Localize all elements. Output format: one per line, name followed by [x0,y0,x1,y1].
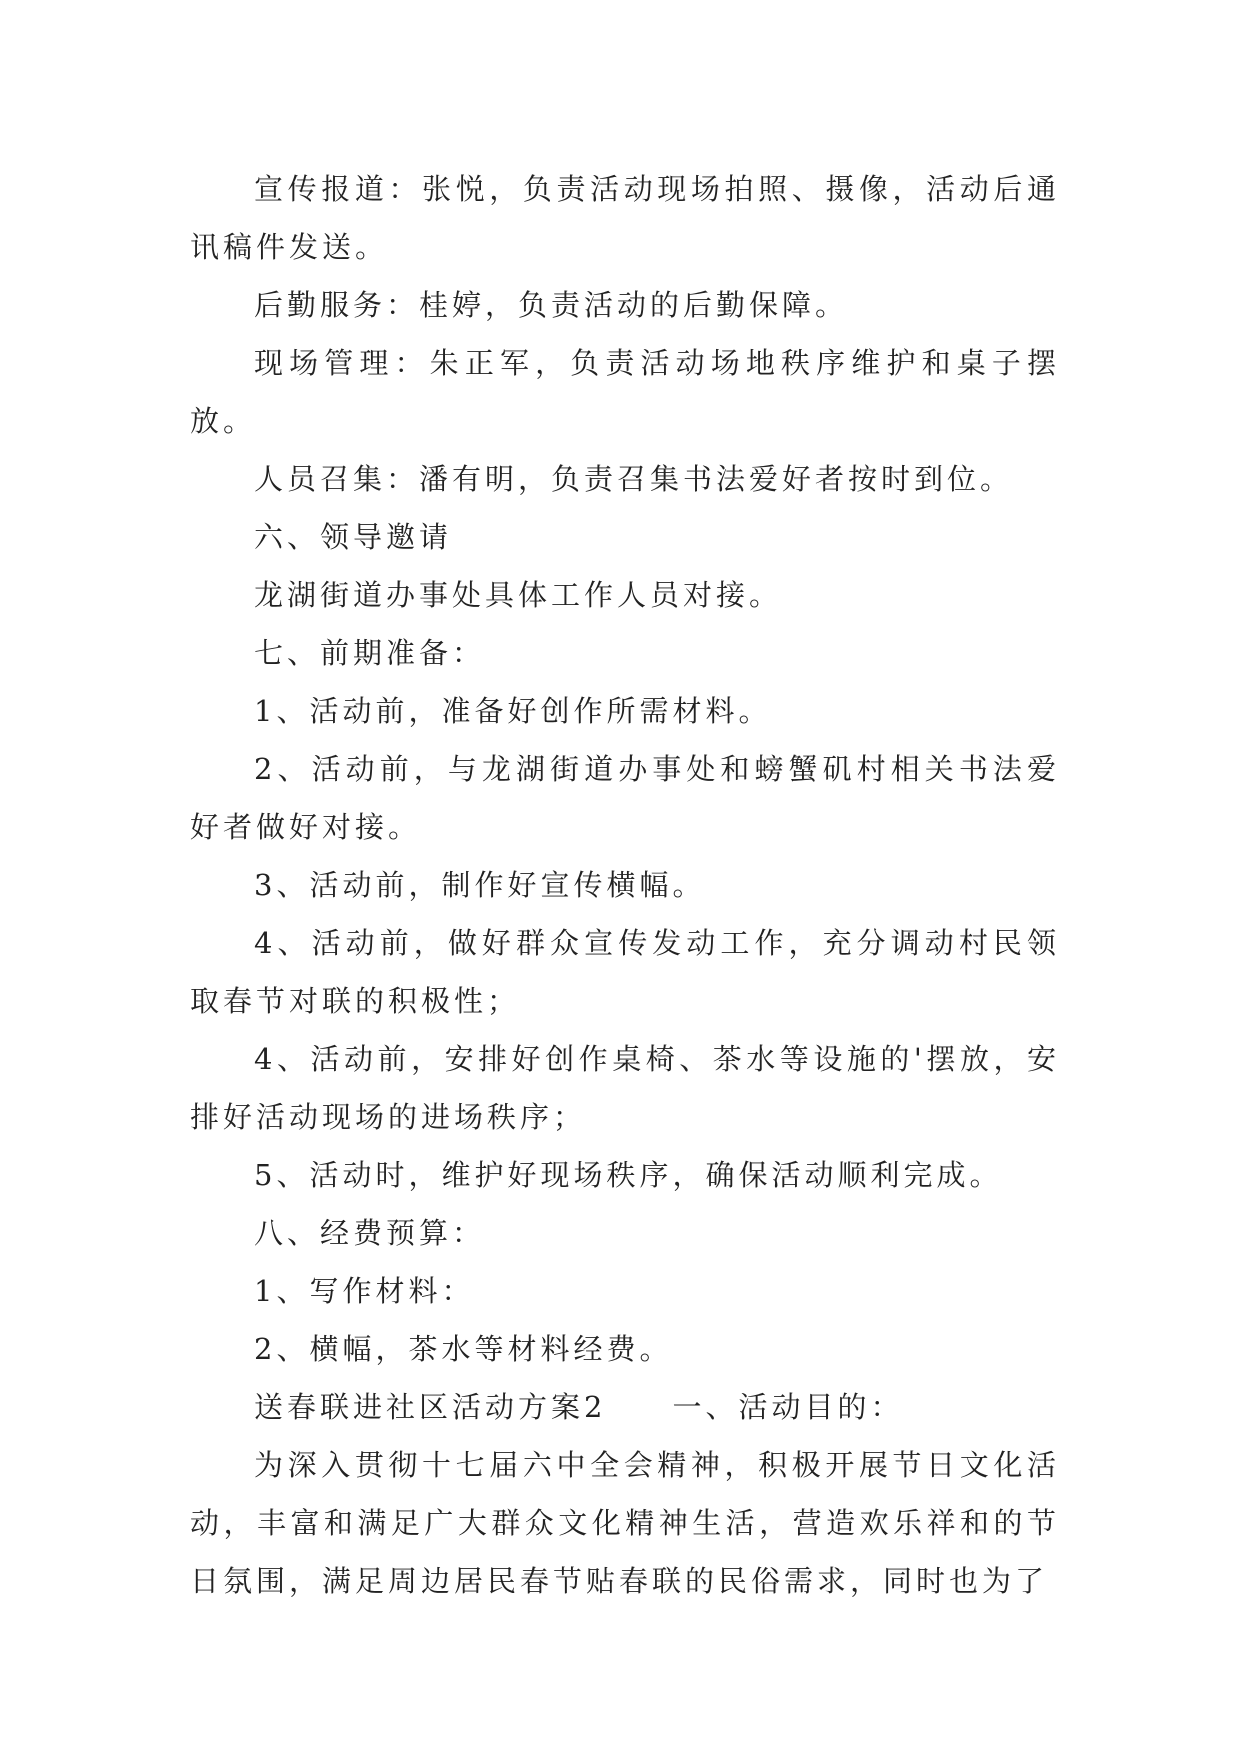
paragraph-liaison: 龙湖街道办事处具体工作人员对接。 [254,578,783,612]
section-heading-plan-2: 送春联进社区活动方案2 一、活动目的： [254,1390,904,1424]
list-item-budget-1: 1、写作材料： [254,1274,475,1308]
list-item-prep-4a: 4、活动前，做好群众宣传发动工作，充分调动村民领取春节对联的积极性； [190,926,1060,1018]
paragraph-purpose: 为深入贯彻十七届六中全会精神，积极开展节日文化活动，丰富和满足广大群众文化精神生活，营造欢乐祥和的节日氛围，满足周边居民春节贴春联的民俗需求，同时也为了 [190,1448,1060,1598]
paragraph-staff-gathering: 人员召集：潘有明，负责召集书法爱好者按时到位。 [254,462,1014,496]
list-item-prep-3: 3、活动前，制作好宣传横幅。 [254,868,706,902]
section-heading-preparation: 七、前期准备： [254,636,486,670]
list-item-budget-2: 2、横幅，茶水等材料经费。 [254,1332,673,1366]
paragraph-publicity: 宣传报道：张悦，负责活动现场拍照、摄像，活动后通讯稿件发送。 [190,172,1060,264]
paragraph-site-management: 现场管理：朱正军，负责活动场地秩序维护和桌子摆放。 [190,346,1060,438]
section-heading-leadership-invitation: 六、领导邀请 [254,520,453,554]
list-item-prep-5: 5、活动时，维护好现场秩序，确保活动顺利完成。 [254,1158,1003,1192]
list-item-prep-4b: 4、活动前，安排好创作桌椅、茶水等设施的'摆放，安排好活动现场的进场秩序； [190,1042,1060,1134]
paragraph-logistics: 后勤服务：桂婷，负责活动的后勤保障。 [254,288,849,322]
list-item-prep-2: 2、活动前，与龙湖街道办事处和螃蟹矶村相关书法爱好者做好对接。 [190,752,1060,844]
document-body [190,160,1060,1610]
list-item-prep-1: 1、活动前，准备好创作所需材料。 [254,694,772,728]
section-heading-budget: 八、经费预算： [254,1216,486,1250]
